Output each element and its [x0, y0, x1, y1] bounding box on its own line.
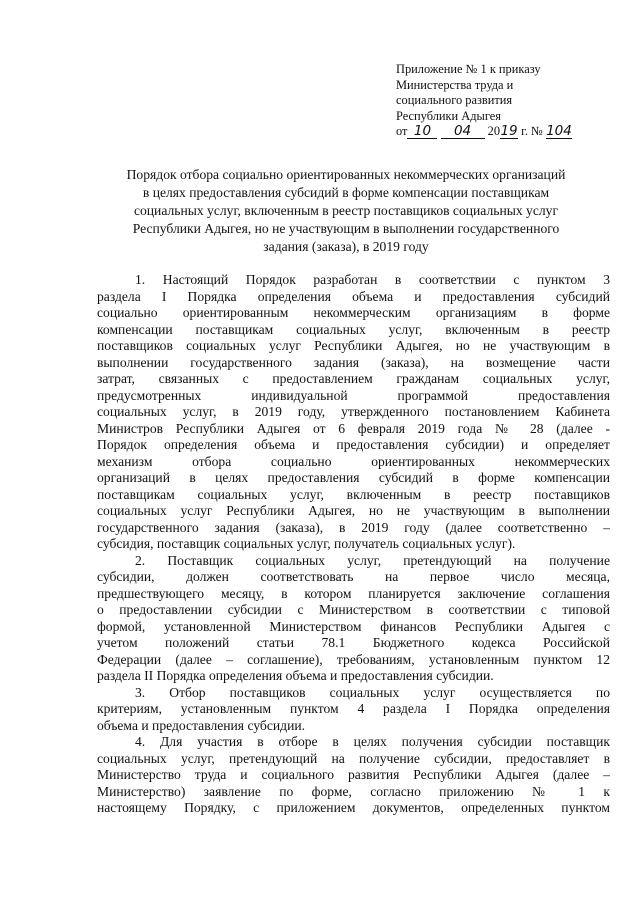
paragraph-line: 3. Отбор поставщиков социальных услуг осуществляется по	[135, 684, 610, 700]
document-title	[82, 166, 610, 256]
paragraph-line: поставщикам социальных услуг, включенным в реестр поставщиков	[97, 486, 610, 502]
paragraph-line: предусмотренных индивидуальной программой предоставления	[97, 387, 610, 403]
paragraph-line: Министров Республики Адыгея от 6 февраля 2019 года № 28 (далее -	[97, 420, 610, 436]
paragraph-line: механизм отбора социально ориентированных некоммерческих	[97, 453, 610, 469]
date-prefix: от	[396, 124, 408, 138]
paragraph-line: социальных услуг Республики Адыгея, но не участвующим в выполнении	[97, 503, 610, 518]
date-day-handwritten: 10	[407, 125, 437, 139]
appendix-block	[396, 62, 626, 140]
paragraph-line: учетом положений статьи 78.1 Бюджетного кодекса Российской	[97, 635, 610, 650]
paragraph-line: Федерации (далее – соглашение), требованиям, установленным пунктом 12	[97, 651, 610, 667]
paragraph-line: поставщиков социальных услуг Республики Адыгея, но не участвующим в	[97, 338, 610, 353]
date-month-handwritten: 04	[441, 125, 485, 139]
paragraph-line: государственного задания (заказа), в 2019 году (далее соответственно –	[97, 519, 610, 535]
paragraph-line: Министерство) заявление по форме, согласно приложению № 1 к	[97, 783, 610, 799]
paragraph-line: социально ориентированным некоммерческим организациям в форме	[97, 305, 610, 320]
paragraph-line: объема и предоставления субсидии.	[97, 717, 306, 733]
paragraph-line: о предоставлении субсидии с Министерством в соответствии с типовой	[97, 602, 610, 617]
paragraph	[97, 553, 610, 685]
paragraph	[97, 734, 610, 817]
order-number-handwritten: 104	[546, 123, 572, 139]
appendix-line: социального развития	[396, 93, 513, 107]
paragraph-line: формой, установленной Министерством финансов Республики Адыгея с	[97, 618, 610, 634]
paragraph-line: предшествующего месяцу, в котором планируется заключение соглашения	[97, 585, 610, 601]
paragraph-line: Порядок определения объема и предоставления субсидии) и определяет	[97, 437, 610, 452]
paragraph-line: настоящему Порядку, с приложением документов, определенных пунктом	[97, 800, 610, 815]
paragraph-line: организаций в целях предоставления субсидий в форме компенсации	[97, 470, 610, 485]
paragraph-line: социальных услуг, в 2019 году, утвержденного постановлением Кабинета	[97, 404, 610, 419]
paragraph-line: 1. Настоящий Порядок разработан в соответствии с пунктом 3	[135, 272, 610, 287]
date-year-prefix: 20	[487, 124, 501, 138]
paragraph-line: субсидии, должен соответствовать на первое число месяца,	[97, 569, 610, 584]
appendix-date-line	[396, 124, 626, 140]
paragraph-line: 2. Поставщик социальных услуг, претендующий на получение	[135, 552, 610, 568]
title-line: задания (заказа), в 2019 году	[263, 239, 429, 254]
title-line: социальных услуг, включенным в реестр поставщиков социальных услуг	[133, 203, 559, 218]
paragraph-line: социальных услуг, претендующий на получение субсидии, предоставляет в	[97, 750, 610, 766]
title-line: Порядок отбора социально ориентированных некоммерческих организаций	[126, 167, 566, 182]
paragraph-line: выполнении государственного задания (заказа), на возмещение части	[97, 354, 610, 370]
paragraph	[97, 685, 610, 735]
appendix-line: Приложение № 1 к приказу	[396, 62, 541, 76]
paragraph	[97, 272, 610, 553]
appendix-line: Республики Адыгея	[396, 108, 501, 123]
title-line: Республики Адыгея, но не участвующим в выполнении государственного	[132, 221, 560, 236]
paragraph-line: Министерство труда и социального развития Республики Адыгея (далее –	[97, 767, 610, 782]
paragraph-line: компенсации поставщикам социальных услуг, включенным в реестр	[97, 321, 610, 337]
date-year-word: г. №	[521, 124, 543, 138]
document-body	[97, 272, 610, 817]
paragraph-line: раздела II Порядка определения объема и предоставления субсидии.	[97, 668, 494, 683]
paragraph-line: 4. Для участия в отборе в целях получения субсидии поставщик	[135, 734, 610, 749]
paragraph-line: затрат, связанных с предоставлением гражданам социальных услуг,	[97, 371, 610, 386]
paragraph-line: субсидия, поставщик социальных услуг, получатель социальных услуг).	[97, 536, 516, 551]
paragraph-line: раздела I Порядка определения объема и предоставления субсидий	[97, 288, 610, 304]
appendix-line: Министерства труда и	[396, 77, 514, 92]
paragraph-line: критериям, установленным пунктом 4 раздела I Порядка определения	[97, 701, 610, 716]
date-year-handwritten: 19	[500, 123, 518, 139]
title-line: в целях предоставления субсидий в форме компенсации поставщикам	[142, 185, 550, 200]
